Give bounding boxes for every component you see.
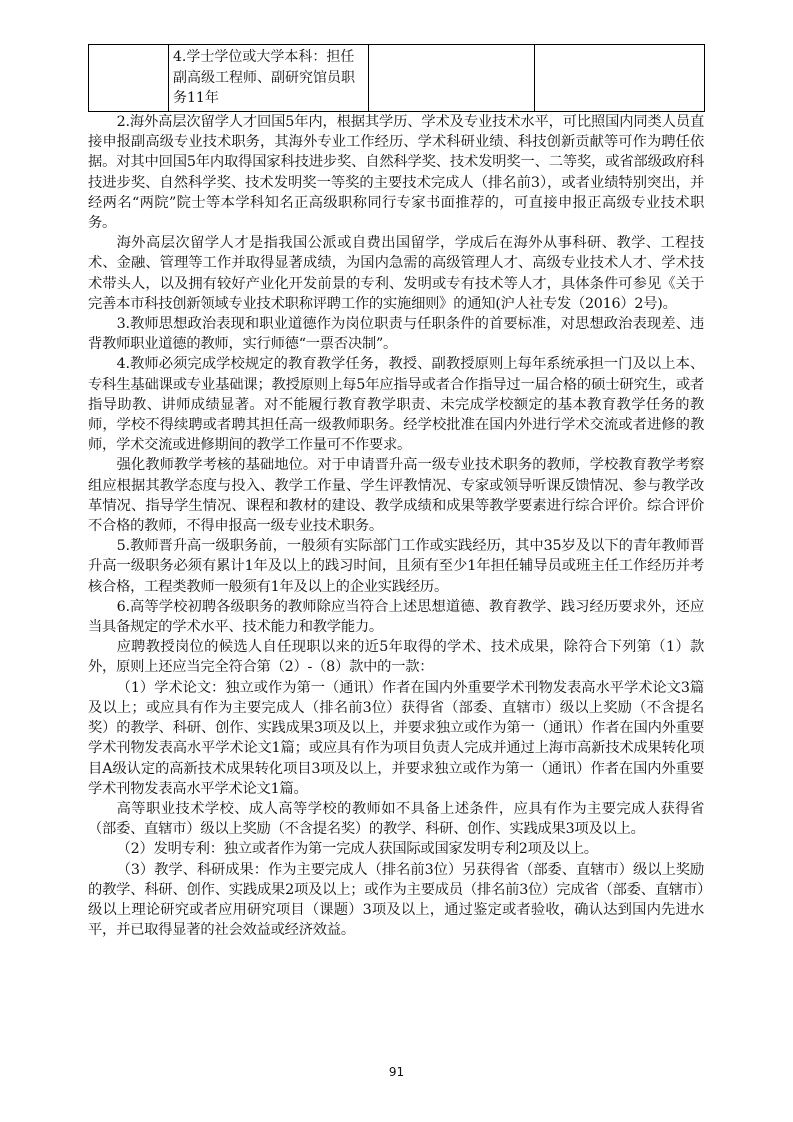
table-cell — [89, 45, 169, 112]
paragraph: 5.教师晋升高一级职务前，一般须有实际部门工作或实践经历，其中35岁及以下的青年教师晋升高一级职务必须有累计1年及以上的践习时间，且须有至少1年担任辅导员或班主任工作经历并考核合格，工程类教师一般须有1年及以上的企业实践经历。 — [88, 538, 704, 595]
qualification-table-fragment — [88, 44, 705, 112]
paragraph: （1）学术论文：独立或作为第一（通讯）作者在国内外重要学术刊物发表高水平学术论文3篇及以上；或应具有作为主要完成人（排名前3位）获得省（部委、直辖市）级以上奖励（不含提名奖）的教学、科研、创作、实践成果3项及以上，并要求独立或作为第一（通讯）作者在国内外重要学术刊物发表高水平学术论文1篇；或应具有作为项目负责人完成并通过上海市高新技术成果转化项目A级认定的高新技术成果转化项目3项及以上，并要求独立或作为第一（通讯）作者在国内外重要学术刊物发表高水平学术论文1篇。 — [88, 679, 704, 797]
paragraph: 海外高层次留学人才是指我国公派或自费出国留学，学成后在海外从事科研、教学、工程技术、金融、管理等工作并取得显著成绩，为国内急需的高级管理人才、高级专业技术人才、学术技术带头人，以及拥有较好产业化开发前景的专利、发明或专有技术等人才，具体条件可参见《关于完善本市科技创新领域专业技术职称评聘工作的实施细则》的通知(沪人社专发（2016）2号)。 — [88, 235, 704, 312]
paragraph: 4.教师必须完成学校规定的教育教学任务，教授、副教授原则上每年系统承担一门及以上本、专科生基础课或专业基础课；教授原则上每5年应指导或者合作指导过一届合格的硕士研究生，或者指导助教、讲师成绩显著。对不能履行教育教学职责、未完成学校额定的基本教育教学任务的教师，学校不得续聘或者聘其担任高一级教师职务。经学校批准在国内外进行学术交流或者进修的教师，学术交流或进修期间的教学工作量可不作要求。 — [88, 356, 704, 454]
body-text — [88, 112, 704, 940]
paragraph: 6.高等学校初聘各级职务的教师除应当符合上述思想道德、教育教学、践习经历要求外，还应当具备规定的学术水平、技术能力和教学能力。 — [88, 598, 704, 636]
table-cell — [369, 45, 535, 112]
paragraph: 2.海外高层次留学人才回国5年内，根据其学历、学术及专业技术水平，可比照国内同类人员直接申报副高级专业技术职务，其海外专业工作经历、学术科研业绩、科技创新贡献等可作为聘任依据。对其中回国5年内取得国家科技进步奖、自然科学奖、技术发明奖一、二等奖，或省部级政府科技进步奖、自然科学奖、技术发明奖一等奖的主要技术完成人（排名前3），或者业绩特别突出，并经两名“两院”院士等本学科知名正高级职称同行专家书面推荐的，可直接申报正高级专业技术职务。 — [88, 114, 704, 232]
paragraph: 应聘教授岗位的候选人自任现职以来的近5年取得的学术、技术成果，除符合下列第（1）款外，原则上还应当完全符合第（2）-（8）款中的一款： — [88, 639, 704, 676]
page-number: 91 — [388, 1065, 405, 1079]
table-cell: 4.学士学位或大学本科：担任副高级工程师、副研究馆员职务11年 — [169, 45, 369, 112]
paragraph: （2）发明专利：独立或者作为第一完成人获国际或国家发明专利2项及以上。 — [116, 841, 598, 858]
paragraph: 强化教师教学考核的基础地位。对于申请晋升高一级专业技术职务的教师，学校教育教学考察组应根据其教学态度与投入、教学工作量、学生评教情况、专家或领导听课反馈情况、参与教学改革情况、指导学生情况、课程和教材的建设、教学成绩和成果等教学要素进行综合评价。综合评价不合格的教师，不得申报高一级专业技术职务。 — [88, 457, 704, 535]
table-row — [89, 45, 705, 112]
paragraph: 3.教师思想政治表现和职业道德作为岗位职责与任职条件的首要标准，对思想政治表现差、违背教师职业道德的教师，实行师德“一票否决制”。 — [88, 316, 704, 353]
paragraph: 高等职业技术学校、成人高等学校的教师如不具备上述条件，应具有作为主要完成人获得省（部委、直辖市）级以上奖励（不含提名奖）的教学、科研、创作、实践成果3项及以上。 — [88, 800, 704, 838]
table-cell — [535, 45, 705, 112]
paragraph: （3）教学、科研成果：作为主要完成人（排名前3位）另获得省（部委、直辖市）级以上奖励的教学、科研、创作、实践成果2项及以上；或作为主要成员（排名前3位）完成省（部委、直辖市）级以上理论研究或者应用研究项目（课题）3项及以上，通过鉴定或者验收，确认达到国内先进水平，并已取得显著的社会效益或经济效益。 — [88, 861, 704, 939]
